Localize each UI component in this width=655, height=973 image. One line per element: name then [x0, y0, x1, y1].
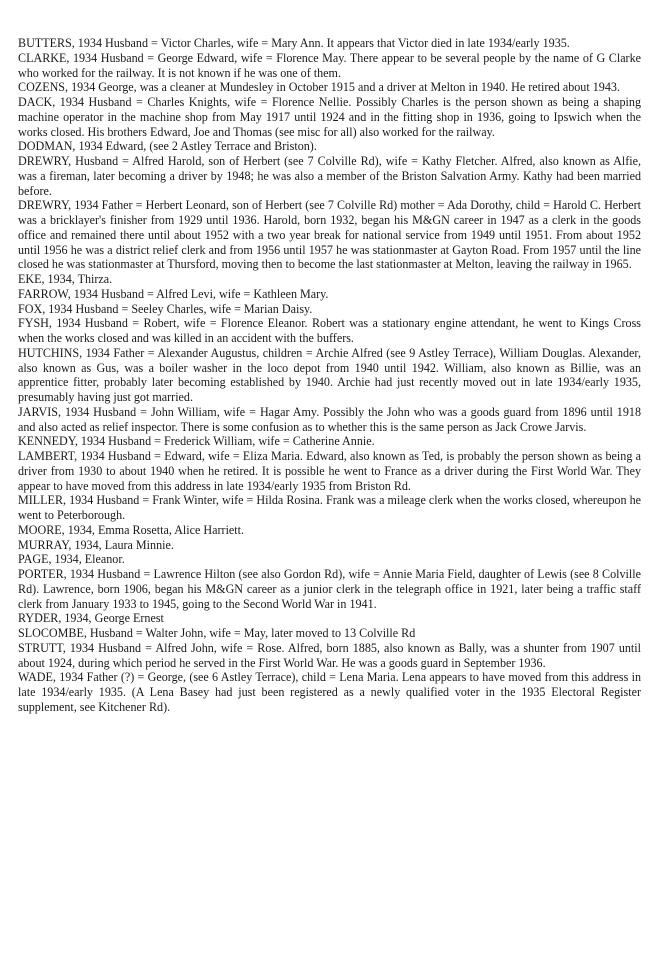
entry-drewry-alfred: DREWRY, Husband = Alfred Harold, son of Herbert (see 7 Colville Rd), wife = Kathy Fletcher. Alfred, also known as Alfie, was a fireman, later becoming a driver by 1948; he was also a member of the Briston Salvation Army. Kathy had been married before. [18, 154, 641, 198]
entry-lambert: LAMBERT, 1934 Husband = Edward, wife = Eliza Maria. Edward, also known as Ted, is probably the person shown as being a driver from 1930 to about 1940 when he retired. It is possible he went to France as a driver during the First World War. They appear to have moved from this address in late 1934/early 1935 from Briston Rd. [18, 449, 641, 493]
entry-cozens: COZENS, 1934 George, was a cleaner at Mundesley in October 1915 and a driver at Melton in 1940. He retired about 1943. [18, 80, 620, 95]
entry-strutt: STRUTT, 1934 Husband = Alfred John, wife = Rose. Alfred, born 1885, also known as Bally, was a shunter from 1907 until about 1924, during which period he served in the First World War. He was a goods guard in September 1936. [18, 640, 641, 670]
entry-fox: FOX, 1934 Husband = Seeley Charles, wife = Marian Daisy. [18, 301, 313, 316]
entry-eke: EKE, 1934, Thirza. [18, 272, 113, 286]
entry-dodman: DODMAN, 1934 Edward, (see 2 Astley Terrace and Briston). [18, 139, 317, 154]
entry-farrow: FARROW, 1934 Husband = Alfred Levi, wife = Kathleen Mary. [18, 286, 329, 301]
entry-kennedy: KENNEDY, 1934 Husband = Frederick William, wife = Catherine Annie. [18, 434, 375, 449]
entry-dack: DACK, 1934 Husband = Charles Knights, wife = Florence Nellie. Possibly Charles is the person shown as being a shaping machine operator in the machine shop from May 1917 until 1924 and in the fitting shop in 1936, going to Ipswich when the works closed. His brothers Edward, Joe and Thomas (see misc for all) also worked for the railway. [18, 95, 641, 139]
entry-clarke: CLARKE, 1934 Husband = George Edward, wife = Florence May. There appear to be several people by the name of G Clarke who worked for the railway. It is not known if he was one of them. [18, 50, 641, 80]
entry-hutchins: HUTCHINS, 1934 Father = Alexander Augustus, children = Archie Alfred (see 9 Astley Terrace), William Douglas. Alexander, also known as Gus, was a boiler washer in the loco depot from 1940 until 1942. William, also known as Billie, was an apprentice fitter, probably later becoming established by 1940. Archie had just recently moved out in late 1934/early 1935, presumably having just got married. [18, 345, 641, 404]
entry-drewry-herbert: DREWRY, 1934 Father = Herbert Leonard, son of Herbert (see 7 Colville Rd) mother = Ada Dorothy, child = Harold C. Herbert was a bricklayer's finisher from 1929 until 1936. Harold, born 1932, began his M&GN career in 1947 as a clerk in the goods office and remained there until about 1952 with a two year break for national service from 1949 until 1951. From about 1952 until 1956 he was a district relief clerk and from 1956 until 1957 he was stationmaster at Gayton Road. From 1957 until the line closed he was stationmaster at Thursford, moving then to become the last stationmaster at Melton, leaving the railway in 1965. [18, 198, 641, 272]
entry-murray: MURRAY, 1934, Laura Minnie. [18, 537, 174, 552]
entry-moore: MOORE, 1934, Emma Rosetta, Alice Harriett. [18, 522, 245, 537]
entry-jarvis: JARVIS, 1934 Husband = John William, wife = Hagar Amy. Possibly the John who was a goods guard from 1896 until 1918 and also acted as relief inspector. There is some confusion as to whether this is the same person as Jack Crowe Jarvis. [18, 404, 641, 434]
entry-ryder: RYDER, 1934, George Ernest [18, 611, 164, 626]
entry-porter: PORTER, 1934 Husband = Lawrence Hilton (see also Gordon Rd), wife = Annie Maria Field, daughter of Lewis (see 8 Colville Rd). Lawrence, born 1906, began his M&GN career as a junior clerk in the telegraph office in 1921, later being a traffic staff clerk from January 1933 to 1945, going to the Second World War in 1941. [18, 567, 641, 611]
entry-butters: BUTTERS, 1934 Husband = Victor Charles, wife = Mary Ann. It appears that Victor died in late 1934/early 1935. [18, 36, 570, 50]
entry-slocombe: SLOCOMBE, Husband = Walter John, wife = May, later moved to 13 Colville Rd [18, 626, 416, 640]
entry-wade: WADE, 1934 Father (?) = George, (see 6 Astley Terrace), child = Lena Maria. Lena appears to have moved from this address in late 1934/early 1935. (A Lena Basey had just been registered as a newly qualified voter in the 1935 Electoral Register supplement, see Kitchener Rd). [18, 670, 641, 714]
entry-page: PAGE, 1934, Eleanor. [18, 552, 125, 567]
entry-miller: MILLER, 1934 Husband = Frank Winter, wife = Hilda Rosina. Frank was a mileage clerk when the works closed, whereupon he went to Peterborough. [18, 493, 641, 522]
entry-fysh: FYSH, 1934 Husband = Robert, wife = Florence Eleanor. Robert was a stationary engine attendant, he went to Kings Cross when the works closed and was killed in an accident with the buffers. [18, 316, 641, 345]
